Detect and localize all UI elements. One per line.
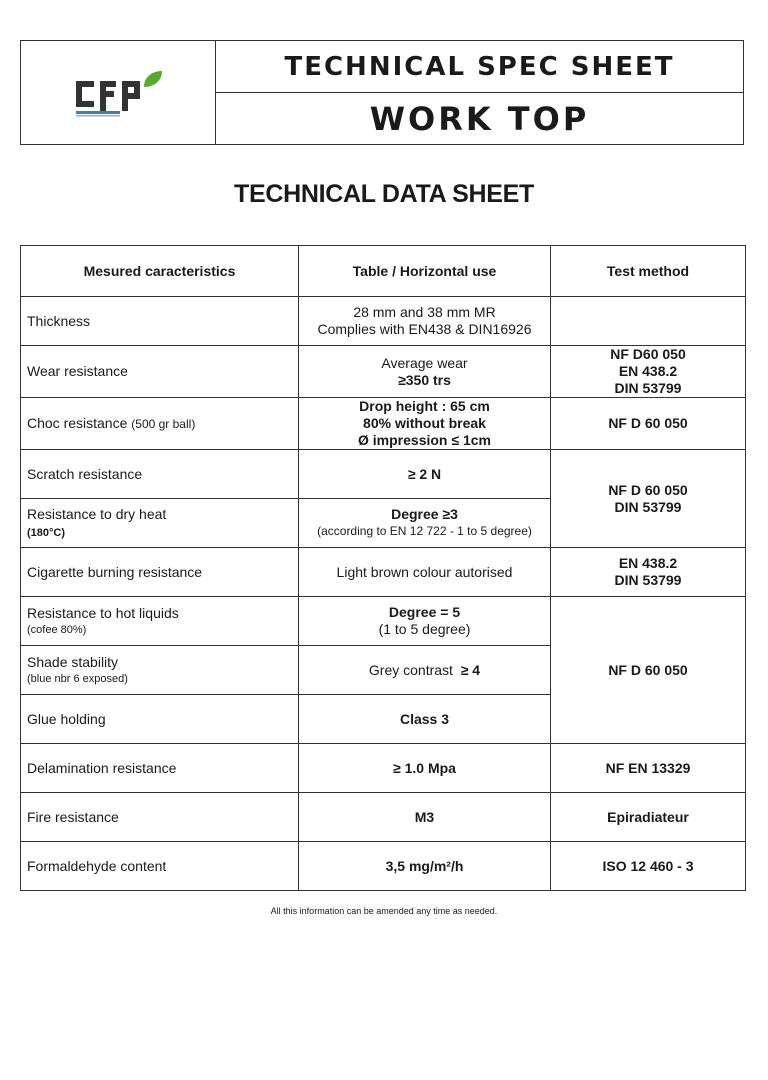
row-name: Formaldehyde content	[21, 842, 299, 891]
row-name: Resistance to dry heat (180°C)	[21, 499, 299, 548]
row-name: Fire resistance	[21, 793, 299, 842]
row-name: Cigarette burning resistance	[21, 548, 299, 597]
table-row	[21, 793, 746, 842]
row-value: Degree = 5 (1 to 5 degree)	[299, 597, 551, 646]
row-name: Scratch resistance	[21, 450, 299, 499]
row-name: Wear resistance	[21, 346, 299, 398]
row-method: NF D 60 050 DIN 53799	[551, 450, 746, 548]
table-header-row	[21, 246, 746, 297]
footnote: All this information can be amended any time as needed.	[270, 906, 498, 916]
row-name: Choc resistance (500 gr ball)	[21, 398, 299, 450]
row-value: Light brown colour autorised	[299, 548, 551, 597]
row-value: Grey contrast ≥ 4	[299, 646, 551, 695]
row-value: M3	[299, 793, 551, 842]
header-title: TECHNICAL SPEC SHEET	[216, 41, 743, 93]
row-value: ≥ 2 N	[299, 450, 551, 499]
table-row	[21, 744, 746, 793]
row-name: Resistance to hot liquids (cofee 80%)	[21, 597, 299, 646]
row-name: Shade stability (blue nbr 6 exposed)	[21, 646, 299, 695]
row-value: Degree ≥3 (according to EN 12 722 - 1 to 5 degree)	[299, 499, 551, 548]
row-name: Glue holding	[21, 695, 299, 744]
row-method: Epiradiateur	[551, 793, 746, 842]
column-header-use: Table / Horizontal use	[299, 246, 551, 297]
row-method: EN 438.2 DIN 53799	[551, 548, 746, 597]
cfp-logo	[72, 67, 164, 119]
spec-table	[20, 245, 746, 891]
row-value: Average wear ≥350 trs	[299, 346, 551, 398]
row-method	[551, 297, 746, 346]
column-header-characteristics: Mesured caracteristics	[21, 246, 299, 297]
row-method: NF EN 13329	[551, 744, 746, 793]
row-method: NF D60 050 EN 438.2 DIN 53799	[551, 346, 746, 398]
table-row	[21, 597, 746, 646]
column-header-method: Test method	[551, 246, 746, 297]
row-name: Delamination resistance	[21, 744, 299, 793]
header-subtitle: WORK TOP	[369, 99, 590, 138]
table-row	[21, 450, 746, 499]
table-row	[21, 398, 746, 450]
row-value: ≥ 1.0 Mpa	[299, 744, 551, 793]
row-value: Class 3	[299, 695, 551, 744]
doc-title: TECHNICAL DATA SHEET	[233, 180, 535, 208]
row-name: Thickness	[21, 297, 299, 346]
row-value: Drop height : 65 cm 80% without break Ø impression ≤ 1cm	[299, 398, 551, 450]
spec-header	[20, 40, 744, 145]
table-row	[21, 297, 746, 346]
table-row	[21, 346, 746, 398]
logo-cell	[21, 41, 216, 144]
table-row	[21, 842, 746, 891]
row-method: NF D 60 050	[551, 398, 746, 450]
row-value: 3,5 mg/m²/h	[299, 842, 551, 891]
row-method: NF D 60 050	[551, 597, 746, 744]
table-row	[21, 548, 746, 597]
row-value: 28 mm and 38 mm MR Complies with EN438 & DIN16926	[299, 297, 551, 346]
row-method: ISO 12 460 - 3	[551, 842, 746, 891]
